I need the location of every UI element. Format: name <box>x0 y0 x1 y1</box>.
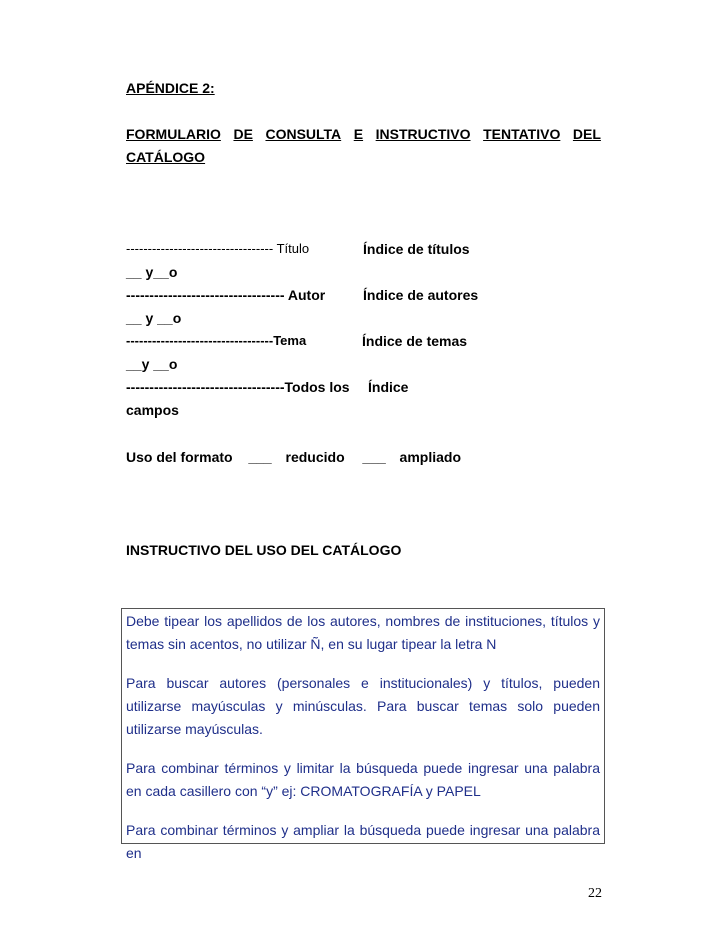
instruction-paragraph-1: Debe tipear los apellidos de los autores, nombres de instituciones, títulos y temas sin acentos, no utilizar Ñ, en su lugar tipear la letra N <box>126 613 600 652</box>
instruction-paragraph-2: Para buscar autores (personales e institucionales) y títulos, pueden utilizarse mayúsculas y minúsculas. Para buscar temas solo pueden utilizarse mayúsculas. <box>126 675 600 737</box>
connector-1: __ y__o <box>126 264 178 280</box>
instruction-paragraph-3: Para combinar términos y limitar la búsqueda puede ingresar una palabra en cada casillero con “y” ej: CROMATOGRAFÍA y PAPEL <box>126 760 600 799</box>
form-title-word: DEL <box>572 126 601 142</box>
format-row <box>126 449 461 465</box>
instruction-paragraph-4: Para combinar términos y ampliar la búsqueda puede ingresar una palabra en <box>126 822 600 861</box>
search-field-title <box>126 241 309 256</box>
fields-label: campos <box>126 402 179 418</box>
appendix-heading: APÉNDICE 2: <box>126 80 215 96</box>
form-title-line2: CATÁLOGO <box>126 149 206 165</box>
form-title-word: CONSULTA <box>265 126 342 142</box>
search-field-all: ----------------------------------Todos los <box>126 379 350 395</box>
connector-2: __ y __o <box>126 310 182 326</box>
format-blank-reduced[interactable]: ___ <box>248 449 272 465</box>
form-title-word: E <box>353 126 364 142</box>
index-authors: Índice de autores <box>363 287 479 303</box>
field-dashes-title: ---------------------------------- Título <box>126 241 310 256</box>
search-field-author: ---------------------------------- Autor <box>126 287 326 303</box>
index-topics: Índice de temas <box>362 333 468 349</box>
format-label: Uso del formato <box>126 449 233 465</box>
page-number: 22 <box>588 886 602 901</box>
form-title-word: INSTRUCTIVO <box>375 126 471 142</box>
form-title-line1 <box>126 126 601 142</box>
index-all: Índice <box>368 379 409 395</box>
format-option-reduced: reducido <box>285 449 345 465</box>
format-blank-extended[interactable]: ___ <box>362 449 386 465</box>
format-option-extended: ampliado <box>399 449 462 465</box>
connector-3: __y __o <box>126 356 178 372</box>
search-field-topic: ----------------------------------Tema <box>126 333 307 348</box>
form-title-word: FORMULARIO <box>126 126 221 142</box>
index-titles: Índice de títulos <box>363 241 470 257</box>
form-title-word: DE <box>233 126 253 142</box>
instructions-title: INSTRUCTIVO DEL USO DEL CATÁLOGO <box>126 542 402 558</box>
instructions-box <box>121 608 605 861</box>
form-title-word: TENTATIVO <box>483 126 561 142</box>
